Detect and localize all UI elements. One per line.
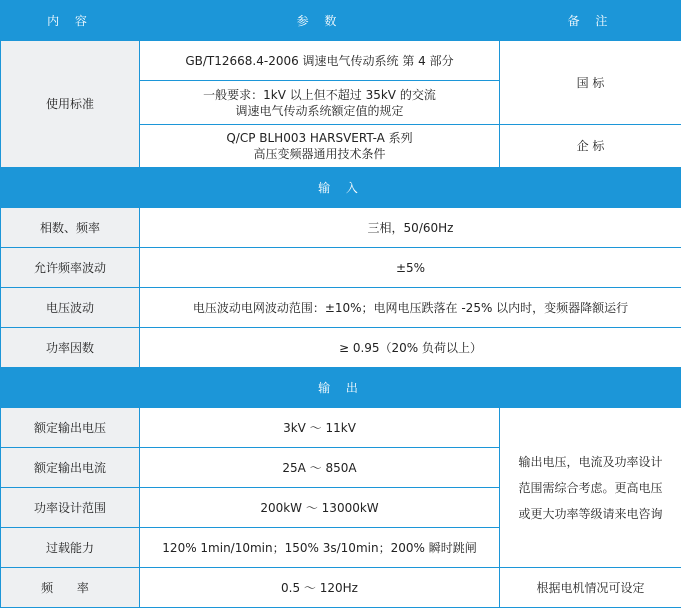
input-section-row bbox=[1, 168, 681, 208]
output-section-row bbox=[1, 368, 681, 408]
output-label-power-range: 功率设计范围 bbox=[1, 488, 140, 528]
input-value-voltage-fluctuation: 电压波动电网波动范围：±10%；电网电压跌落在 -25% 以内时，变频器降额运行 bbox=[140, 288, 681, 328]
output-row bbox=[1, 408, 681, 448]
output-value-voltage: 3kV ～ 11kV bbox=[140, 408, 500, 448]
standards-label: 使用标准 bbox=[1, 41, 140, 168]
input-label-frequency-tolerance: 允许频率波动 bbox=[1, 248, 140, 288]
output-label-current: 额定输出电流 bbox=[1, 448, 140, 488]
output-note-line-3: 或更大功率等级请来电咨询 bbox=[504, 501, 677, 527]
header-content: 内 容 bbox=[1, 1, 140, 41]
output-value-frequency: 0.5 ～ 120Hz bbox=[140, 568, 500, 608]
output-value-current: 25A ～ 850A bbox=[140, 448, 500, 488]
output-section-title: 输 出 bbox=[1, 368, 681, 408]
input-label-power-factor: 功率因数 bbox=[1, 328, 140, 368]
header-parameters: 参 数 bbox=[140, 1, 500, 41]
standard-general-line-1: 一般要求：1kV 以上但不超过 35kV 的交流 bbox=[144, 87, 495, 103]
standard-general-line-2: 调速电气传动系统额定值的规定 bbox=[144, 103, 495, 119]
input-row bbox=[1, 288, 681, 328]
input-row bbox=[1, 248, 681, 288]
output-value-overload: 120% 1min/10min；150% 3s/10min；200% 瞬时跳闸 bbox=[140, 528, 500, 568]
output-label-overload: 过载能力 bbox=[1, 528, 140, 568]
output-note-line-1: 输出电压，电流及功率设计 bbox=[504, 449, 677, 475]
standard-enterprise-line-2: 高压变频器通用技术条件 bbox=[144, 146, 495, 162]
standard-gb-text: GB/T12668.4-2006 调速电气传动系统 第 4 部分 bbox=[140, 41, 500, 81]
note-enterprise-standard: 企 标 bbox=[500, 125, 681, 168]
input-value-power-factor: ≥ 0.95（20% 负荷以上） bbox=[140, 328, 681, 368]
output-value-power-range: 200kW ～ 13000kW bbox=[140, 488, 500, 528]
input-row bbox=[1, 328, 681, 368]
standard-general-requirement bbox=[140, 81, 500, 125]
input-value-phase: 三相，50/60Hz bbox=[140, 208, 681, 248]
standards-row-1 bbox=[1, 41, 681, 81]
output-label-frequency: 频 率 bbox=[1, 568, 140, 608]
input-label-phase: 相数、频率 bbox=[1, 208, 140, 248]
output-group-note bbox=[500, 408, 681, 568]
output-frequency-note: 根据电机情况可设定 bbox=[500, 568, 681, 608]
output-note-line-2: 范围需综合考虑。更高电压 bbox=[504, 475, 677, 501]
input-row bbox=[1, 208, 681, 248]
output-label-voltage: 额定输出电压 bbox=[1, 408, 140, 448]
header-remarks: 备 注 bbox=[500, 1, 681, 41]
input-section-title: 输 入 bbox=[1, 168, 681, 208]
input-label-voltage-fluctuation: 电压波动 bbox=[1, 288, 140, 328]
output-row bbox=[1, 568, 681, 608]
standard-enterprise-text bbox=[140, 125, 500, 168]
input-value-frequency-tolerance: ±5% bbox=[140, 248, 681, 288]
note-national-standard: 国 标 bbox=[500, 41, 681, 125]
header-row bbox=[1, 1, 681, 41]
standard-enterprise-line-1: Q/CP BLH003 HARSVERT-A 系列 bbox=[144, 130, 495, 146]
